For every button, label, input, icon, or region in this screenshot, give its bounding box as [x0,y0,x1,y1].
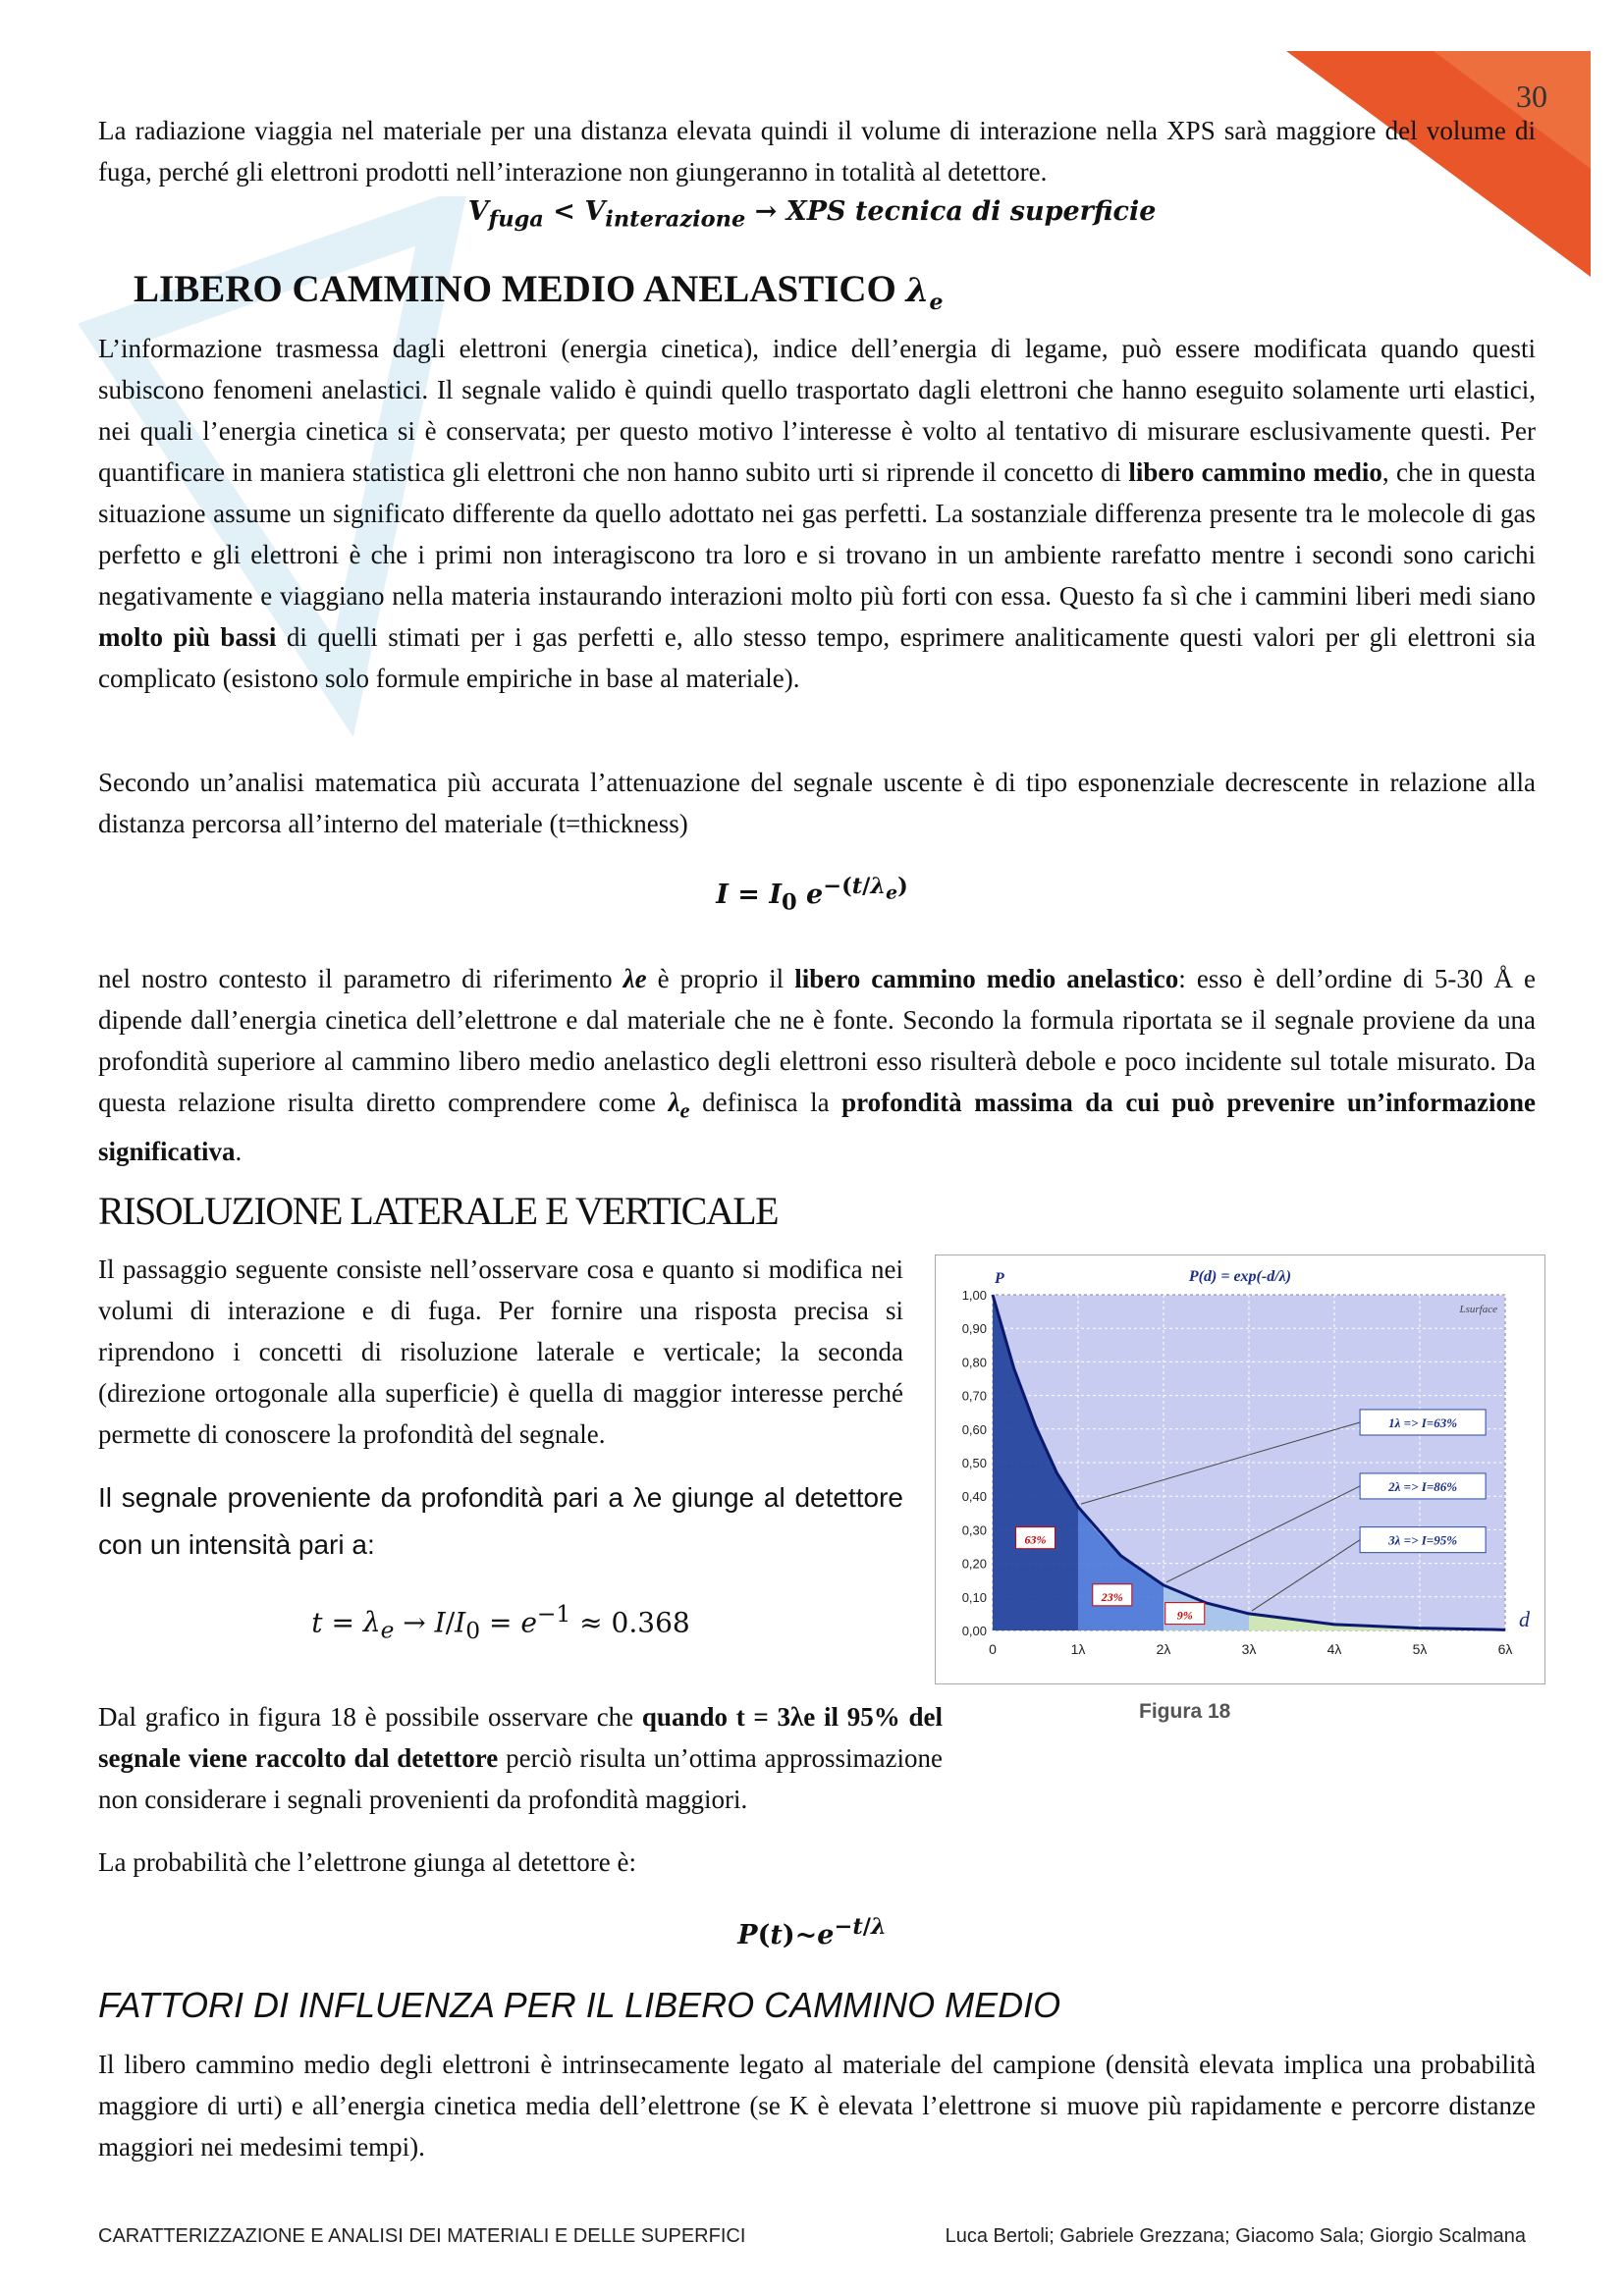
figure-caption: Figura 18 [1139,1700,1231,1723]
x-tick-label: 6λ [1497,1641,1513,1657]
intro-paragraph: La radiazione viaggia nel materiale per una distanza elevata quindi il volume di interazione nella XPS sarà maggiore del volume di fuga, perché gli elettroni prodotti nell’interazione non giungeranno in totalità al detettore. [98,116,1536,187]
y-axis-label: P [995,1270,1004,1287]
chart-title: P(d) = exp(-d/λ) [1188,1268,1292,1285]
region-label: 23% [1101,1589,1123,1604]
x-tick-label: 0 [989,1641,997,1657]
y-tick-label: 0,50 [961,1456,987,1470]
x-tick-label: 2λ [1156,1641,1171,1657]
footer-authors: Luca Bertoli; Gabriele Grezzana; Giacomo Sala; Giorgio Scalmana [945,2225,1526,2247]
risoluzione-paragraph: Il passaggio seguente consiste nell’osservare cosa e quanto si modifica nei volumi di interazione e di fuga. Per fornire una risposta precisa si riprendono i concetti di risoluzione laterale e verticale; la seconda (direzione ortogonale alla superficie) è quella di maggior interesse perché permette di conoscere la profondità del segnale. [98,1255,903,1449]
y-tick-label: 0,20 [961,1556,987,1572]
surface-label: Lsurface [1459,1304,1497,1315]
y-tick-label: 0,00 [961,1624,987,1638]
y-tick-label: 0,60 [961,1421,987,1437]
section-title-libero-cammino: LIBERO CAMMINO MEDIO ANELASTICO $\lambda_e$ [134,268,944,315]
x-tick-label: 1λ [1070,1641,1086,1657]
libero-cammino-paragraph: L’informazione trasmessa dagli elettroni (energia cinetica), indice dell’energia di legame, può essere modificata quando questi subiscono fenomeni anelastici. Il segnale valido è quindi quello trasportato dagli elettroni che hanno eseguito solamente urti elastici, nei quali l’energia cinetica si è conservata; per questo motivo l’interesse è volto al tentativo di misurare esclusivamente questi. Per quantificare in maniera statistica gli elettroni che non hanno subito urti si riprende il concetto di libero cammino medio, che in questa situazione assume un significato differente da quello adottato nei gas perfetti. La sostanziale differenza presente tra le molecole di gas perfetto e gli elettroni è che i primi non interagiscono tra loro e si trovano in un ambiente rarefatto mentre i secondi sono carichi negativamente e viaggiano nella materia instaurando interazioni molto più forti con essa. Questo fa sì che i cammini liberi medi siano molto più bassi di quelli stimati per i gas perfetti e, allo stesso tempo, esprimere analiticamente questi valori per gli elettroni sia complicato (esistono solo formule empiriche in base al materiale). [98,334,1536,693]
footer-course-title: CARATTERIZZAZIONE E ANALISI DEI MATERIALI E DELLE SUPERFICI [98,2225,746,2247]
grafico-paragraph: Dal grafico in figura 18 è possibile osservare che quando t = 3λe il 95% del segnale viene raccolto dal detettore perciò risulta un’ottima approssimazione non considerare i segnali provenienti da profondità maggiori. [98,1702,943,1814]
section-title-fattori: FATTORI DI INFLUENZA PER IL LIBERO CAMMINO MEDIO [98,1985,1061,2025]
equation-probability: $P(t)\sim e^{-t/\lambda}$ [737,1914,887,1950]
equation-attenuation: $I = I_0$ $e^{-(t/\lambda_e)}$ [716,874,908,916]
figure-18-chart [935,1255,1545,1684]
region-label: 9% [1176,1608,1193,1623]
y-tick-label: 0,80 [961,1355,987,1370]
x-tick-label: 3λ [1241,1641,1257,1657]
attenuation-paragraph: Secondo un’analisi matematica più accurata l’attenuazione del segnale uscente è di tipo esponenziale decrescente in relazione alla distanza percorsa all’interno del materiale (t=thickness) [98,768,1536,838]
chart-svg [936,1255,1544,1683]
y-tick-label: 1,00 [961,1288,987,1303]
equation-vfuga: $V_{fuga} < V_{interazione}$ → XPS tecnica di superficie [467,196,1157,233]
y-tick-label: 0,40 [961,1489,987,1505]
x-tick-label: 5λ [1412,1641,1428,1657]
equation-attenuation-1: $t = \lambda_e \to I/I_0 = e^{-1} \approx 0.368$ [311,1600,690,1644]
fattori-paragraph: Il libero cammino medio degli elettroni è intrinsecamente legato al materiale del campione (densità elevata implica una probabilità maggiore di urti) e all’energia cinetica media dell’elettrone (se K è elevata l’elettrone si muove più rapidamente e percorre distanze maggiori nei medesimi tempi). [98,2050,1536,2162]
segnale-paragraph: Il segnale proveniente da profondità pari a λe giunge al detettore con un intensità pari a: [98,1482,903,1560]
lambda-paragraph: nel nostro contesto il parametro di riferimento λe è proprio il libero cammino medio anelastico: esso è dell’ordine di 5-30 Å e dipende dall’energia cinetica dell’elettrone e dal materiale che ne è fonte. Secondo la formula riportata se il segnale proviene da una profondità superiore al cammino libero medio anelastico degli elettroni esso risulterà debole e poco incidente sul totale misurato. Da questa relazione risulta diretto comprendere come $\lambda_e$ definisca la profondità massima da cui può prevenire un’informazione significativa. [98,964,1536,1167]
y-tick-label: 0,70 [961,1388,987,1404]
y-tick-label: 0,30 [961,1522,987,1538]
probabilita-paragraph: La probabilità che l’elettrone giunga al detettore è: [98,1847,637,1877]
page-number: 30 [1516,79,1547,114]
x-tick-label: 4λ [1326,1641,1342,1657]
x-axis-label: d [1519,1607,1530,1631]
annotation-label: 2λ => I=86% [1388,1478,1458,1494]
annotation-label: 1λ => I=63% [1388,1415,1458,1430]
region-label: 63% [1024,1532,1047,1547]
section-title-risoluzione: RISOLUZIONE LATERALE E VERTICALE [98,1189,779,1233]
y-tick-label: 0,90 [961,1321,987,1337]
y-tick-label: 0,10 [961,1589,987,1605]
annotation-label: 3λ => I=95% [1388,1532,1458,1548]
